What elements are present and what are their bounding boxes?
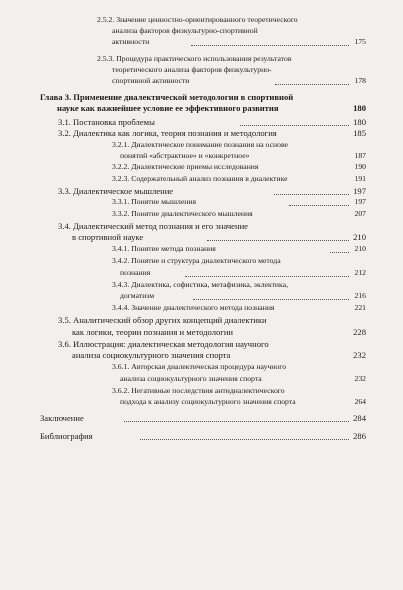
toc-page-number: 191: [354, 174, 366, 183]
toc-page-number: 221: [354, 303, 366, 312]
toc-entry-title: подхода к анализу социокультурного значения спорта: [120, 397, 296, 406]
toc-page-number: 190: [354, 162, 366, 171]
toc-entry-title: 3.2.1. Диалектическое понимание познания на основе: [112, 140, 288, 149]
leader-dots: [274, 194, 349, 195]
toc-entry-title: догматизм: [120, 291, 155, 300]
toc-page-number: 232: [354, 374, 366, 383]
toc-entry-title: 3.4.2. Понятие и структура диалектического метода: [112, 256, 281, 265]
leader-dots: [140, 439, 349, 440]
leader-dots: [240, 125, 349, 126]
toc-page-number: 212: [354, 268, 366, 277]
toc-entry-title: 2.5.2. Значение ценностно-ориентированного теоретического: [97, 15, 298, 24]
leader-dots: [207, 240, 349, 241]
toc-entry-title: 3.5. Аналитический обзор других концепций диалектики: [58, 315, 267, 325]
leader-dots: [330, 252, 349, 253]
toc-entry-title: активности: [112, 37, 150, 46]
toc-entry-title: в спортивной науке: [72, 232, 144, 242]
toc-entry-title: 3.4.4. Значение диалектического метода познания: [112, 303, 275, 312]
toc-entry-title: анализа факторов физкультурно-спортивной: [112, 26, 258, 35]
toc-page-number: 197: [354, 197, 366, 206]
toc-page-number: 180: [353, 103, 366, 113]
toc-entry-title: 3.4. Диалектический метод познания и его значение: [58, 221, 248, 231]
toc-entry-title: 3.3. Диалектическое мышление: [58, 186, 174, 196]
toc-entry-title: 3.4.3. Диалектика, софистика, метафизика, эклектика,: [112, 280, 289, 289]
toc-page-number: 180: [353, 117, 366, 127]
toc-entry-title: как логики, теории познания и методологии: [72, 327, 234, 337]
toc-entry-title: 3.2. Диалектика как логика, теория познания и методология: [58, 128, 277, 138]
toc-entry-title: 2.5.3. Процедура практического использования результатов: [97, 54, 292, 63]
toc-entry-title: 3.6.2. Негативные последствия антидиалектического: [112, 386, 285, 395]
toc-entry-title: Библиография: [40, 431, 93, 441]
toc-page-number: 286: [353, 431, 366, 441]
toc-entry-title: 3.3.2. Понятие диалектического мышления: [112, 209, 253, 218]
toc-page-number: 197: [353, 186, 366, 196]
toc-entry-title: 3.1. Постановка проблемы: [58, 117, 155, 127]
leader-dots: [124, 421, 349, 422]
toc-page-number: 216: [354, 291, 366, 300]
toc-entry-title: 3.4.1. Понятие метода познания: [112, 244, 216, 253]
leader-dots: [185, 276, 349, 277]
leader-dots: [289, 205, 349, 206]
toc-entry-title: 3.2.2. Диалектические приемы исследования: [112, 162, 259, 171]
toc-entry-title: Глава 3. Применение диалектической методологии в спортивной: [40, 92, 294, 102]
toc-entry-title: Заключение: [40, 413, 84, 423]
toc-entry-title: 3.6.1. Авторская диалектическая процедура научного: [112, 362, 287, 371]
toc-page-number: 284: [353, 413, 366, 423]
toc-page-number: 210: [354, 244, 366, 253]
toc-page-number: 178: [354, 76, 366, 85]
toc-entry-title: науке как важнейшее условие ее эффективного развития: [57, 103, 279, 113]
toc-page-number: 187: [354, 151, 366, 160]
toc-entry-title: теоретического анализа факторов физкультурно-: [112, 65, 272, 74]
toc-page-number: 228: [353, 327, 366, 337]
toc-entry-title: анализа социокультурного значения спорта: [72, 350, 231, 360]
toc-entry-title: 3.6. Иллюстрация: диалектическая методология научного: [58, 339, 269, 349]
toc-entry-title: анализа социокультурного значения спорта: [120, 374, 262, 383]
toc-page-number: 264: [354, 397, 366, 406]
toc-entry-title: 3.2.3. Содержательный анализ познания в диалектике: [112, 174, 288, 183]
toc-entry-title: познания: [120, 268, 151, 277]
leader-dots: [191, 45, 349, 46]
toc-entry-title: 3.3.1. Понятие мышления: [112, 197, 197, 206]
toc-page-number: 207: [354, 209, 366, 218]
toc-page-number: 185: [353, 128, 366, 138]
toc-entry-title: спортивной активности: [112, 76, 190, 85]
toc-page-number: 210: [353, 232, 366, 242]
toc-entry-title: понятий «абстрактное» и «конкретное»: [120, 151, 250, 160]
toc-page-number: 232: [353, 350, 366, 360]
toc-page-number: 175: [354, 37, 366, 46]
leader-dots: [193, 299, 349, 300]
leader-dots: [275, 84, 349, 85]
